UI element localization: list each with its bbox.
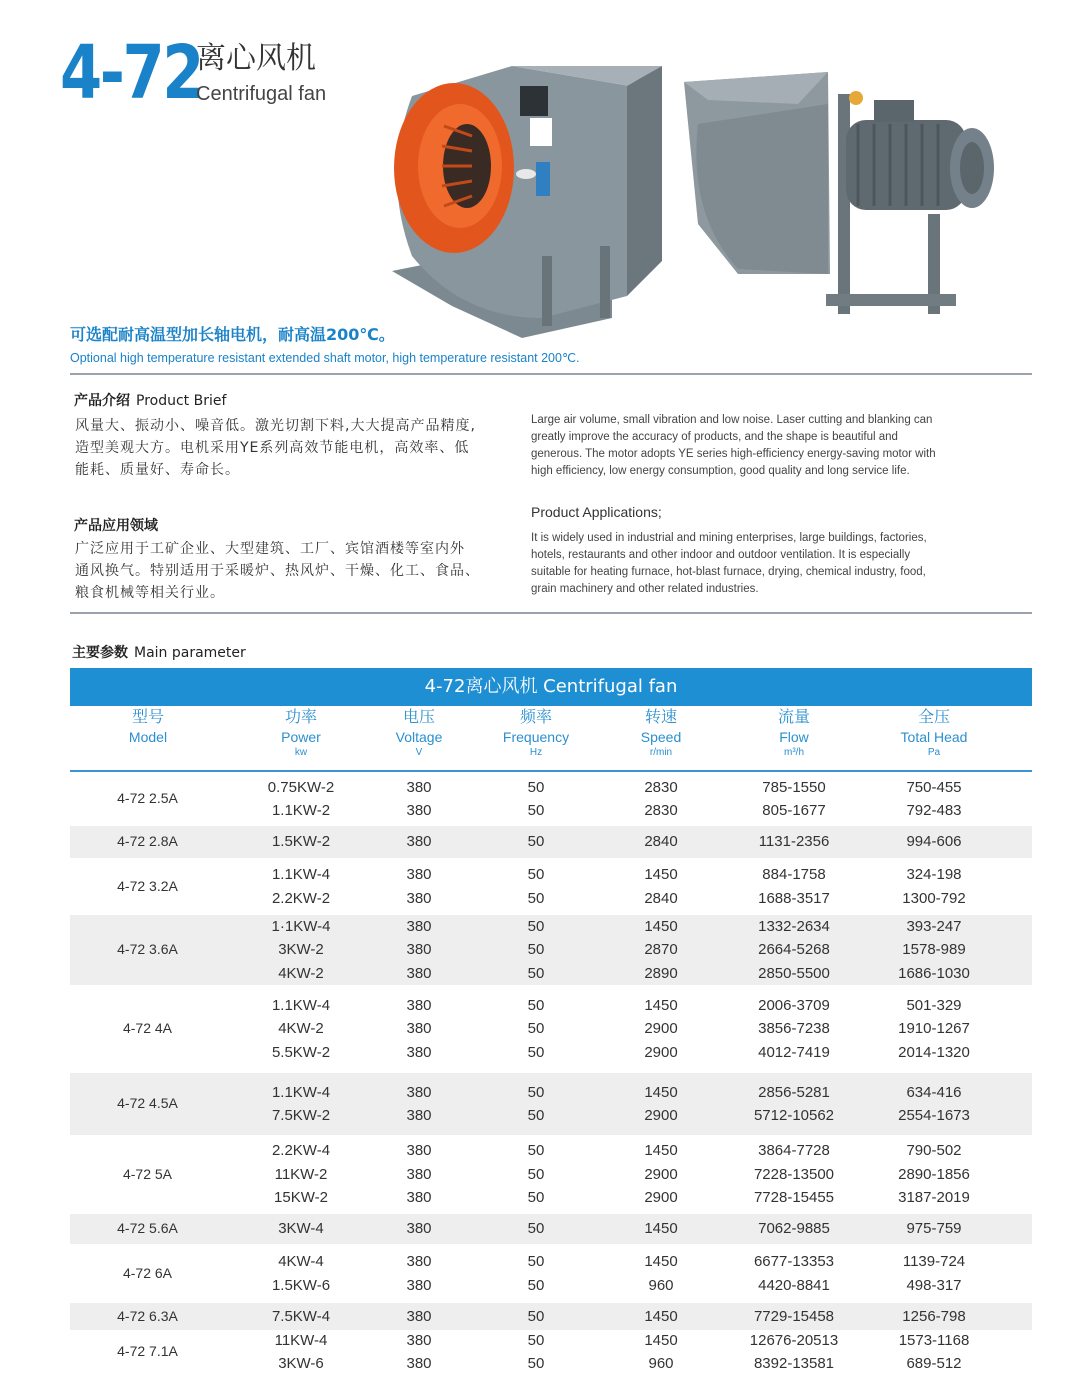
- table-cell: 1450: [644, 1331, 678, 1349]
- section-divider: [70, 373, 1032, 375]
- table-cell: 1300-792: [902, 889, 966, 907]
- table-cell: 1131-2356: [758, 833, 830, 851]
- applications-cn-line: 粮食机械等相关行业。: [75, 585, 225, 601]
- model-cell: 4-72 2.5A: [117, 790, 178, 806]
- table-cell: 805-1677: [762, 802, 826, 819]
- column-header-unit: r/min: [649, 747, 673, 758]
- table-cell: 15KW-2: [274, 1189, 328, 1207]
- table-cell: 960: [648, 1276, 674, 1294]
- table-cell: 1.1KW-4: [271, 866, 331, 883]
- table-cell: 792-483: [906, 802, 962, 819]
- table-cell: 50: [527, 802, 545, 819]
- brief-cn-line: 能耗、质量好、寿命长。: [75, 462, 240, 478]
- column-header-unit: Hz: [529, 747, 543, 758]
- column-header-en: Speed: [640, 729, 682, 745]
- table-cell: 380: [406, 1307, 432, 1325]
- applications-heading: [74, 515, 164, 535]
- column-header-flow: [719, 708, 869, 760]
- table-cell: 2900: [644, 1020, 678, 1038]
- applications-en-line: suitable for heating furnace, hot-blast furnace, drying, chemical industry, food,: [531, 566, 926, 578]
- table-cell: 380: [406, 1355, 432, 1372]
- table-cell: 3KW-4: [278, 1220, 324, 1238]
- table-cell: 7729-15458: [753, 1307, 835, 1325]
- table-cell: 1139-724: [902, 1253, 966, 1270]
- table-row-group: [70, 1073, 1032, 1135]
- table-cell: 7.5KW-2: [271, 1107, 331, 1124]
- table-cell: 11KW-4: [274, 1331, 328, 1349]
- table-cell: 1.5KW-6: [271, 1276, 331, 1294]
- table-cell: 3KW-2: [278, 941, 324, 959]
- table-row-group: [70, 915, 1032, 985]
- table-row-group: [70, 858, 1032, 915]
- column-header-model: [73, 708, 223, 746]
- column-header-en: Flow: [779, 729, 809, 745]
- table-cell: 7228-13500: [753, 1165, 835, 1183]
- table-cell: 50: [527, 1220, 545, 1238]
- table-cell: 4KW-2: [278, 1020, 324, 1038]
- table-cell: 50: [527, 778, 545, 796]
- column-header-unit: Pa: [927, 747, 941, 758]
- table-cell: 7728-15455: [753, 1189, 835, 1207]
- brief-text-en: [531, 412, 1011, 480]
- table-cell: 1.1KW-4: [271, 996, 331, 1014]
- table-cell: 50: [527, 1043, 545, 1061]
- table-cell: 50: [527, 833, 545, 851]
- applications-en-line: It is widely used in industrial and mining enterprises, large buildings, factories,: [531, 532, 927, 544]
- column-header-unit: m³/h: [784, 747, 804, 758]
- table-cell: 785-1550: [762, 778, 826, 796]
- table-cell: 2.2KW-2: [271, 889, 331, 907]
- table-cell: 380: [406, 1083, 432, 1101]
- table-cell: 634-416: [906, 1083, 962, 1101]
- brief-en-line: generous. The motor adopts YE series high-efficiency energy-saving motor with: [531, 448, 936, 460]
- table-cell: 2830: [644, 802, 678, 819]
- table-cell: 50: [527, 941, 545, 959]
- applications-cn-line: 通风换气。特别适用于采暖炉、热风炉、干燥、化工、食品、: [75, 563, 480, 579]
- table-cell: 3187-2019: [898, 1189, 970, 1207]
- table-cell: 5.5KW-2: [271, 1043, 331, 1061]
- table-cell: 380: [406, 866, 432, 883]
- table-cell: 50: [527, 866, 545, 883]
- params-heading-en: Main parameter: [134, 645, 246, 661]
- table-cell: 1573-1168: [898, 1331, 970, 1349]
- table-row-group: [70, 772, 1032, 826]
- table-cell: 689-512: [906, 1355, 962, 1372]
- model-cell: 4-72 3.2A: [117, 877, 178, 894]
- table-cell: 1.1KW-2: [271, 802, 331, 819]
- table-cell: 380: [406, 1253, 432, 1270]
- table-cell: 994-606: [906, 833, 962, 851]
- table-cell: 1450: [644, 1083, 678, 1101]
- column-header-cn: 流量: [777, 709, 810, 726]
- params-heading-cn: 主要参数: [72, 645, 128, 661]
- table-cell: 1450: [644, 996, 678, 1014]
- column-header-unit: V: [415, 747, 423, 758]
- table-cell: 1450: [644, 866, 678, 883]
- table-cell: 4KW-4: [278, 1253, 324, 1270]
- table-cell: 2856-5281: [758, 1083, 830, 1101]
- table-cell: 380: [406, 1276, 432, 1294]
- table-cell: 3864-7728: [758, 1142, 830, 1160]
- table-cell: 50: [527, 1020, 545, 1038]
- table-cell: 2900: [644, 1043, 678, 1061]
- table-cell: 1332-2634: [758, 917, 830, 935]
- table-cell: 380: [406, 802, 432, 819]
- table-cell: 380: [406, 1189, 432, 1207]
- table-cell: 1578-989: [902, 941, 966, 959]
- table-cell: 1450: [644, 1253, 678, 1270]
- table-cell: 6677-13353: [753, 1253, 835, 1270]
- column-header-cn: 电压: [402, 709, 435, 726]
- table-cell: 2664-5268: [758, 941, 830, 959]
- table-cell: 4420-8841: [758, 1276, 830, 1294]
- table-cell: 50: [527, 1331, 545, 1349]
- table-cell: 50: [527, 1107, 545, 1124]
- column-header-en: Model: [128, 729, 168, 745]
- table-cell: 1686-1030: [898, 964, 970, 982]
- table-cell: 380: [406, 996, 432, 1014]
- table-cell: 393-247: [906, 917, 962, 935]
- table-cell: 50: [527, 1276, 545, 1294]
- applications-en-line: grain machinery and other related industries.: [531, 583, 759, 595]
- table-cell: 2840: [644, 889, 678, 907]
- applications-heading-en: Product Applications;: [531, 504, 662, 520]
- table-cell: 975-759: [906, 1220, 962, 1238]
- table-row-group: [70, 985, 1032, 1073]
- fan-rear-image: [678, 64, 1008, 340]
- title-chinese: 离心风机: [196, 41, 316, 76]
- brief-cn-line: 风量大、振动小、噪音低。激光切割下料,大大提高产品精度,: [75, 418, 476, 434]
- table-cell: 50: [527, 1355, 545, 1372]
- table-cell: 50: [527, 889, 545, 907]
- table-cell: 380: [406, 1043, 432, 1061]
- column-header-cn: 频率: [519, 709, 552, 726]
- section-divider: [70, 612, 1032, 614]
- table-cell: 2.2KW-4: [271, 1142, 331, 1160]
- brief-en-line: Large air volume, small vibration and low noise. Laser cutting and blanking can: [531, 414, 933, 426]
- table-cell: 1.1KW-4: [271, 1083, 331, 1101]
- model-cell: 4-72 5A: [122, 1165, 173, 1182]
- brief-cn-line: 造型美观大方。电机采用YE系列高效节能电机，高效率、低: [75, 440, 470, 456]
- model-cell: 4-72 4A: [122, 1020, 173, 1036]
- table-cell: 8392-13581: [753, 1355, 835, 1372]
- model-cell: 4-72 7.1A: [117, 1343, 178, 1359]
- brief-en-line: greatly improve the accuracy of products, and the shape is beautiful and: [531, 431, 898, 443]
- table-cell: 12676-20513: [749, 1331, 839, 1349]
- table-cell: 50: [527, 1253, 545, 1270]
- table-cell: 380: [406, 1142, 432, 1160]
- table-cell: 2890: [644, 964, 678, 982]
- table-cell: 50: [527, 1307, 545, 1325]
- table-cell: 1256-798: [902, 1307, 966, 1325]
- table-cell: 1·1KW-4: [271, 917, 331, 935]
- applications-cn-line: 广泛应用于工矿企业、大型建筑、工厂、宾馆酒楼等室内外: [75, 541, 465, 557]
- table-header: [70, 708, 1032, 770]
- table-cell: 2870: [644, 941, 678, 959]
- table-cell: 2830: [644, 778, 678, 796]
- column-header-en: Power: [281, 729, 321, 745]
- table-row-group: [70, 1244, 1032, 1303]
- table-cell: 380: [406, 778, 432, 796]
- brief-text-cn: [75, 415, 505, 481]
- table-cell: 2850-5500: [758, 964, 830, 982]
- table-row-group: [70, 826, 1032, 858]
- table-cell: 1688-3517: [758, 889, 830, 907]
- table-cell: 3856-7238: [758, 1020, 830, 1038]
- table-cell: 11KW-2: [274, 1165, 328, 1183]
- table-cell: 1910-1267: [898, 1020, 970, 1038]
- table-cell: 50: [527, 1165, 545, 1183]
- table-cell: 884-1758: [762, 866, 826, 883]
- table-cell: 380: [406, 917, 432, 935]
- model-cell: 4-72 5.6A: [117, 1220, 178, 1236]
- table-cell: 50: [527, 964, 545, 982]
- table-row-group: [70, 1135, 1032, 1214]
- table-cell: 1450: [644, 1142, 678, 1160]
- column-header-cn: 全压: [917, 709, 950, 726]
- model-cell: 4-72 4.5A: [117, 1095, 178, 1111]
- table-cell: 2006-3709: [758, 996, 830, 1014]
- column-header-total-head: [859, 708, 1009, 760]
- table-cell: 380: [406, 1165, 432, 1183]
- table-cell: 2900: [644, 1107, 678, 1124]
- table-cell: 380: [406, 889, 432, 907]
- table-row-group: [70, 1303, 1032, 1330]
- model-cell: 4-72 2.8A: [117, 833, 178, 849]
- brief-heading-en: Product Brief: [136, 393, 227, 409]
- column-header-unit: kw: [294, 747, 308, 758]
- brief-en-line: high efficiency, low energy consumption, good quality and long service life.: [531, 465, 910, 477]
- table-cell: 50: [527, 1142, 545, 1160]
- applications-en-line: hotels, restaurants and other indoor and outdoor ventilation. It is especially: [531, 549, 911, 561]
- table-cell: 501-329: [906, 996, 962, 1014]
- table-cell: 380: [406, 1220, 432, 1238]
- table-cell: 2900: [644, 1165, 678, 1183]
- table-cell: 7.5KW-4: [271, 1307, 331, 1325]
- applications-text-en: [531, 530, 1011, 598]
- table-cell: 790-502: [906, 1142, 962, 1160]
- table-cell: 2890-1856: [898, 1165, 970, 1183]
- table-cell: 750-455: [906, 778, 962, 796]
- column-header-speed: [586, 708, 736, 760]
- table-title: 4-72离心风机 Centrifugal fan: [70, 668, 1032, 706]
- model-cell: 4-72 3.6A: [117, 941, 178, 957]
- table-cell: 4012-7419: [758, 1043, 830, 1061]
- table-cell: 2900: [644, 1189, 678, 1207]
- table-cell: 2554-1673: [898, 1107, 970, 1124]
- table-cell: 3KW-6: [278, 1355, 324, 1372]
- table-cell: 380: [406, 1020, 432, 1038]
- model-cell: 4-72 6A: [122, 1264, 173, 1281]
- table-cell: 50: [527, 917, 545, 935]
- table-cell: 5712-10562: [753, 1107, 835, 1124]
- brief-heading: [74, 390, 226, 410]
- table-row-group: [70, 1214, 1032, 1244]
- column-header-cn: 型号: [131, 709, 164, 726]
- table-cell: 380: [406, 833, 432, 851]
- column-header-en: Voltage: [395, 729, 443, 745]
- table-cell: 498-317: [906, 1276, 962, 1294]
- params-heading: [72, 642, 246, 662]
- table-cell: 1450: [644, 1307, 678, 1325]
- table-cell: 2840: [644, 833, 678, 851]
- table-cell: 0.75KW-2: [267, 778, 335, 796]
- fan-front-image: [372, 56, 672, 346]
- model-number: 4-72: [60, 30, 203, 116]
- column-header-cn: 功率: [284, 709, 317, 726]
- table-cell: 50: [527, 996, 545, 1014]
- table-cell: 50: [527, 1083, 545, 1101]
- table-cell: 2014-1320: [898, 1043, 970, 1061]
- column-header-cn: 转速: [644, 709, 677, 726]
- table-cell: 960: [648, 1355, 674, 1372]
- table-cell: 50: [527, 1189, 545, 1207]
- table-cell: 324-198: [906, 866, 962, 883]
- applications-heading-cn: 产品应用领域: [74, 518, 158, 534]
- table-cell: 380: [406, 941, 432, 959]
- title-english: Centrifugal fan: [196, 83, 327, 105]
- table-cell: 4KW-2: [278, 964, 324, 982]
- brief-heading-cn: 产品介绍: [74, 393, 130, 409]
- table-cell: 380: [406, 1331, 432, 1349]
- applications-text-cn: [75, 538, 505, 604]
- model-cell: 4-72 6.3A: [117, 1307, 178, 1324]
- table-cell: 1450: [644, 917, 678, 935]
- caption-chinese: 可选配耐高温型加长轴电机，耐高温200℃。: [70, 325, 395, 344]
- column-header-en: Frequency: [502, 729, 570, 745]
- table-cell: 380: [406, 964, 432, 982]
- table-row-group: [70, 1330, 1032, 1374]
- column-header-en: Total Head: [900, 729, 968, 745]
- table-cell: 1.5KW-2: [271, 833, 331, 851]
- table-cell: 7062-9885: [758, 1220, 830, 1238]
- caption-english: Optional high temperature resistant extended shaft motor, high temperature resistant 200℃.: [70, 351, 580, 365]
- table-cell: 380: [406, 1107, 432, 1124]
- table-cell: 1450: [644, 1220, 678, 1238]
